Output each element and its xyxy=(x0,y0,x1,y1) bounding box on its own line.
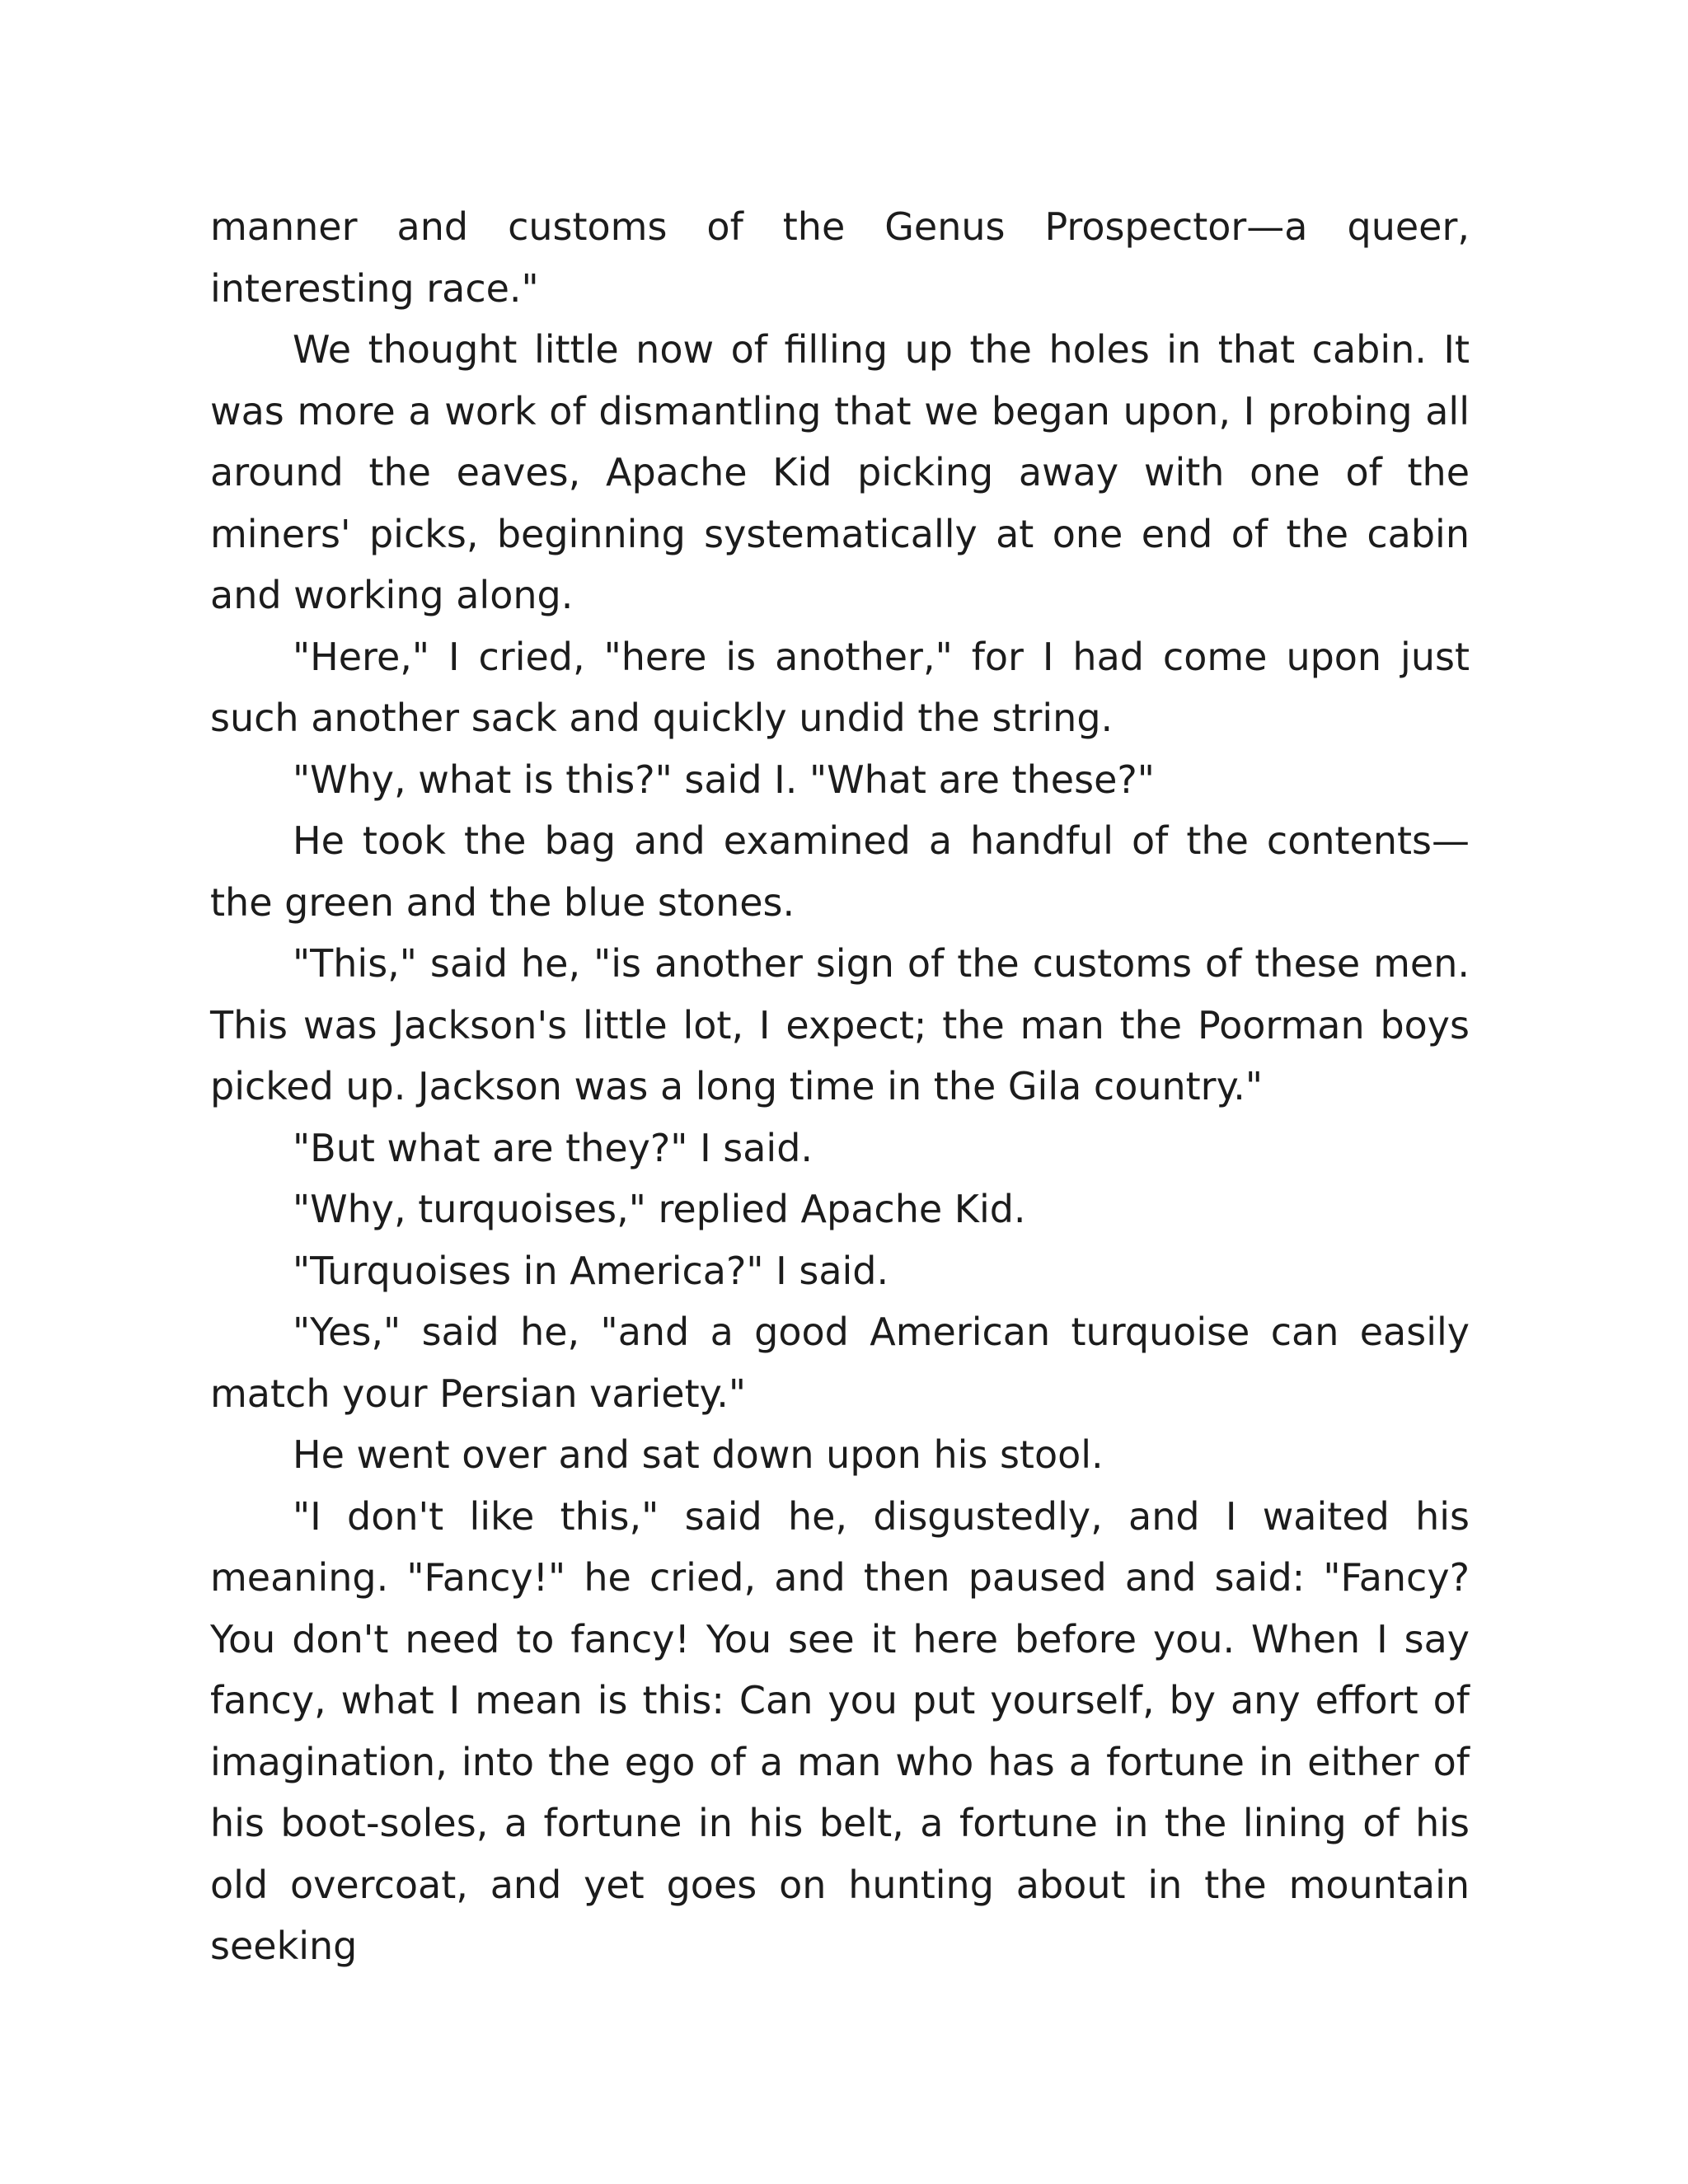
paragraph: "Why, what is this?" said I. "What are these?" xyxy=(293,757,1155,802)
paragraph: "Why, turquoises," replied Apache Kid. xyxy=(293,1187,1026,1231)
page-body xyxy=(210,196,1470,1977)
paragraph: We thought little now of filling up the holes in that cabin. It was more a work of dismantling that we began upon, I probing all around the eaves, Apache Kid picking away with one of the miners' picks, beginning systematically at one end of the cabin and working along. xyxy=(210,327,1470,617)
paragraph: "Here," I cried, "here is another," for I had come upon just such another sack and quickly undid the string. xyxy=(210,634,1470,740)
paragraph: "But what are they?" I said. xyxy=(293,1125,814,1170)
paragraph: He went over and sat down upon his stool. xyxy=(293,1432,1104,1477)
paragraph: He took the bag and examined a handful of the contents—the green and the blue stones. xyxy=(210,818,1470,925)
paragraph: "Turquoises in America?" I said. xyxy=(293,1248,889,1293)
paragraph: "I don't like this," said he, disgustedly, and I waited his meaning. "Fancy!" he cried, and then paused and said: "Fancy? You don't need to fancy! You see it here before you. When I say fancy, what I mean is this: Can you put yourself, by any effort of imagination, into the ego of a man who has a fortune in either of his boot-soles, a fortune in his belt, a fortune in the lining of his old overcoat, and yet goes on hunting about in the mountain seeking xyxy=(210,1493,1470,1968)
paragraph: "Yes," said he, "and a good American turquoise can easily match your Persian variety." xyxy=(210,1310,1470,1416)
paragraph: manner and customs of the Genus Prospector—a queer, interesting race." xyxy=(210,204,1470,311)
paragraph: "This," said he, "is another sign of the customs of these men. This was Jackson's little lot, I expect; the man the Poorman boys picked up. Jackson was a long time in the Gila country." xyxy=(210,941,1470,1108)
